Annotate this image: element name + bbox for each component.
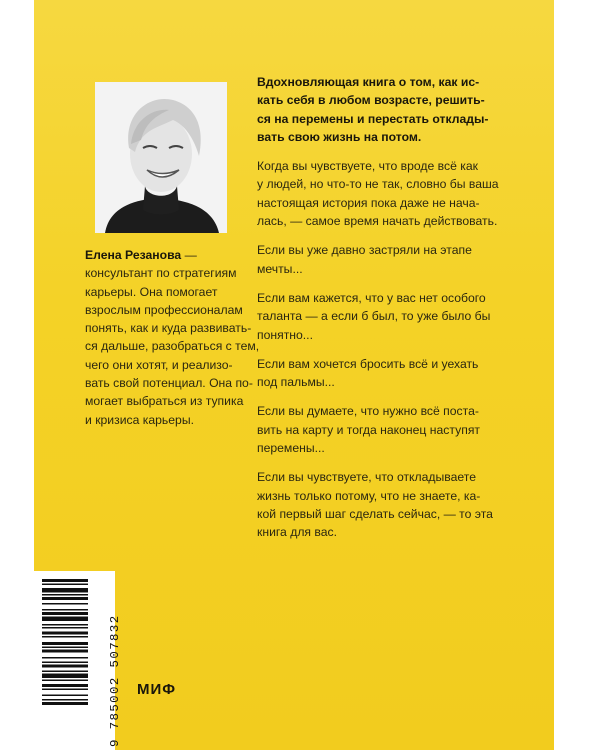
isbn-number: 9 785002 507832 [108,614,122,747]
paragraph-line: вить на карту и тогда наконец наступят [257,422,480,437]
paragraph-line: Если вы думаете, что нужно всё поста- [257,404,479,419]
publisher-logo: МИФ [137,681,177,698]
barcode-bar [42,624,88,626]
lead-line: ся на перемены и перестать отклады- [257,111,489,126]
barcode-bar [42,617,88,622]
author-portrait-image [95,82,227,233]
author-name: Елена Резанова [85,248,182,262]
description-paragraph [257,241,517,278]
barcode-bar [42,684,88,687]
paragraph-line: понятно... [257,327,313,342]
book-back-cover [34,0,554,750]
author-bio-line: могает выбраться из тупика [85,394,244,409]
barcode-bar [42,584,88,586]
barcode-bar [42,674,88,679]
paragraph-line: перемены... [257,441,325,456]
author-bio-line: и кризиса карьеры. [85,412,194,427]
barcode-bar [42,662,88,664]
barcode-bar [42,689,88,691]
barcode-bar [42,680,88,682]
author-bio [85,246,265,429]
paragraph-line: книга для вас. [257,525,338,540]
author-bio-line: консультант по стратегиям [85,266,237,281]
barcode-bar [42,588,88,593]
barcode-bar [42,650,88,653]
paragraph-line: кой первый шаг сделать сейчас, — то эта [257,506,493,521]
barcode-bar [42,699,88,701]
description-paragraph [257,289,517,344]
paragraph-line: таланта — а если б был, то уже было бы [257,309,491,324]
paragraph-line: Если вы уже давно застряли на этапе [257,243,472,258]
paragraph-line: Если вам кажется, что у вас нет особого [257,290,486,305]
paragraph-line: Если вам хочется бросить всё и уехать [257,356,479,371]
barcode-bar [42,665,88,668]
author-bio-line: чего они хотят, и реализо- [85,357,233,372]
lead-paragraph [257,73,517,146]
barcode-bar [42,647,88,649]
barcode-bar [42,642,88,645]
description-paragraph [257,402,517,457]
lead-line: кать себя в любом возрасте, решить- [257,93,485,108]
paragraph-line: Когда вы чувствуете, что вроде всё как [257,159,478,174]
author-bio-line: взрослым профессионалам [85,302,243,317]
author-bio-line: — [181,248,197,262]
description-paragraph [257,355,517,392]
description-paragraph [257,468,517,541]
paragraph-line: настоящая история пока даже не начa- [257,195,480,210]
lead-line: вать свою жизнь на потом. [257,129,422,144]
barcode-bar [42,657,88,659]
author-bio-line: карьеры. Она помогает [85,284,218,299]
paragraph-line: у людей, но что-то не так, словно бы ваша [257,177,499,192]
barcode-bar [42,632,88,635]
paragraph-line: под пальмы... [257,375,335,390]
barcode-bar [42,594,88,596]
book-description [257,73,517,553]
lead-line: Вдохновляющая книга о том, как ис- [257,75,480,89]
isbn-digits [92,577,122,747]
barcode-bar [42,603,88,605]
barcode-bar [42,612,88,615]
barcode-bar [42,597,88,600]
isbn-barcode [34,571,122,750]
paragraph-line: Если вы чувствуете, что откладываете [257,470,476,485]
author-bio-line: ся дальше, разобраться с тем, [85,339,260,354]
barcode-bar [42,627,88,629]
barcode-bar [42,695,88,697]
barcode-bar [42,702,88,705]
author-photo [95,82,227,233]
paragraph-line: мечты... [257,261,303,276]
barcode-bar [42,579,88,582]
paragraph-line: лась, — самое время начать действовать. [257,214,498,229]
description-paragraph [257,157,517,230]
author-bio-line: понять, как и куда развивать- [85,321,252,336]
barcode-bar [42,636,88,638]
barcode-bar [42,671,88,673]
author-bio-line: вать свой потенциал. Она по- [85,376,253,391]
barcode-bar [42,609,88,611]
paragraph-line: жизнь только потому, что не знаете, ка- [257,488,481,503]
